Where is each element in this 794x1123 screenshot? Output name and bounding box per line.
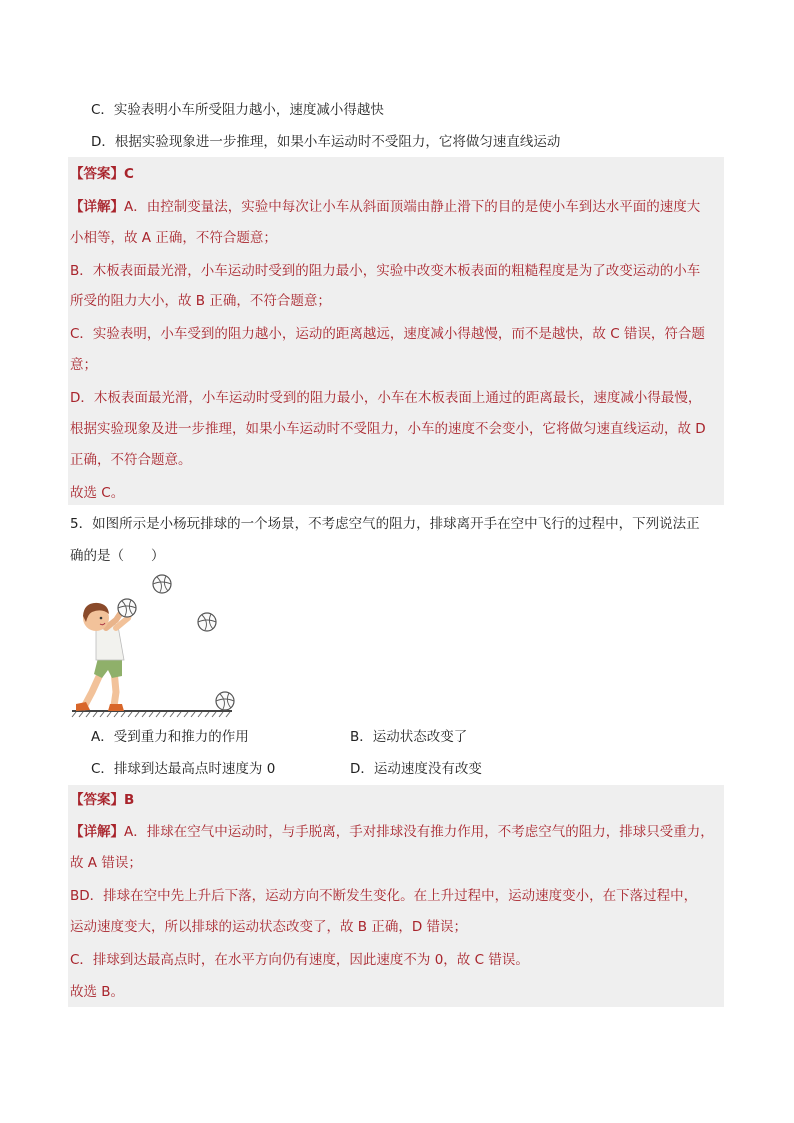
detail-label: 【详解】 bbox=[70, 199, 124, 215]
volleyball-ground bbox=[216, 692, 234, 710]
q4-option-c: C．实验表明小车所受阻力越小，速度减小得越快 bbox=[91, 102, 384, 118]
q5-answer bbox=[70, 790, 134, 810]
volleyball-top bbox=[153, 575, 171, 593]
answer-value: B bbox=[124, 792, 135, 808]
q4-conclusion: 故选 C。 bbox=[70, 485, 125, 501]
q4-detail-a-line2: 小相等，故 A 正确，不符合题意； bbox=[70, 230, 277, 246]
q4-detail-c-line2: 意； bbox=[70, 357, 97, 373]
volleyball-near-hands bbox=[118, 599, 136, 617]
q4-detail-b-line2: 所受的阻力大小，故 B 正确，不符合题意； bbox=[70, 293, 331, 309]
q4-detail-b-line1: B．木板表面最光滑，小车运动时受到的阻力最小，实验中改变木板表面的粗糙程度是为了改变运动的小车 bbox=[70, 263, 701, 279]
q5-detail-bd-line2: 运动速度变大，所以排球的运动状态改变了，故 B 正确，D 错误； bbox=[70, 919, 468, 935]
q4-detail-c-line1: C．实验表明，小车受到的阻力越小，运动的距离越远，速度减小得越慢，而不是越快，故 C 错误，符合题 bbox=[70, 326, 705, 342]
q4-detail-d-line1: D．木板表面最光滑，小车运动时受到的阻力最小，小车在木板表面上通过的距离最长，速度减小得最慢， bbox=[70, 390, 702, 406]
q4-option-d: D．根据实验现象进一步推理，如果小车运动时不受阻力，它将做匀速直线运动 bbox=[91, 134, 561, 150]
q5-stem-line1: 5．如图所示是小杨玩排球的一个场景，不考虑空气的阻力，排球离开手在空中飞行的过程中，下列说法正 bbox=[70, 516, 700, 532]
q5-stem-line2: 确的是（ ） bbox=[70, 548, 165, 564]
answer-label: 【答案】 bbox=[70, 792, 124, 808]
q5-detail-a-line2: 故 A 错误； bbox=[70, 855, 142, 871]
q4-detail-d-line2: 根据实验现象及进一步推理，如果小车运动时不受阻力，小车的速度不会变小，它将做匀速直线运动，故 D bbox=[70, 421, 706, 437]
q5-option-c: C．排球到达最高点时速度为 0 bbox=[91, 761, 276, 777]
volleyball-figure bbox=[70, 570, 240, 720]
q4-detail-a-line1: 【详解】A．由控制变量法，实验中每次让小车从斜面顶端由静止滑下的目的是使小车到达水平面的速度大 bbox=[70, 199, 701, 215]
q5-conclusion: 故选 B。 bbox=[70, 984, 125, 1000]
detail-label: 【详解】 bbox=[70, 824, 124, 840]
answer-label: 【答案】 bbox=[70, 166, 124, 182]
q4-answer bbox=[70, 164, 134, 184]
q4-detail-d-line3: 正确，不符合题意。 bbox=[70, 452, 192, 468]
boy-player bbox=[76, 603, 132, 711]
q5-detail-bd-line1: BD．排球在空中先上升后下落，运动方向不断发生变化。在上升过程中，运动速度变小，在下落过程中， bbox=[70, 888, 698, 904]
answer-value: C bbox=[124, 166, 134, 182]
q5-detail-a-line1: 【详解】A．排球在空气中运动时，与手脱离，手对排球没有推力作用，不考虑空气的阻力，排球只受重力， bbox=[70, 824, 714, 840]
q5-option-d: D．运动速度没有改变 bbox=[350, 761, 482, 777]
volleyball-descending bbox=[198, 613, 216, 631]
ground bbox=[72, 711, 232, 717]
q5-detail-c-line1: C．排球到达最高点时，在水平方向仍有速度，因此速度不为 0，故 C 错误。 bbox=[70, 952, 529, 968]
q5-option-a: A．受到重力和推力的作用 bbox=[91, 729, 249, 745]
q5-option-b: B．运动状态改变了 bbox=[350, 729, 468, 745]
